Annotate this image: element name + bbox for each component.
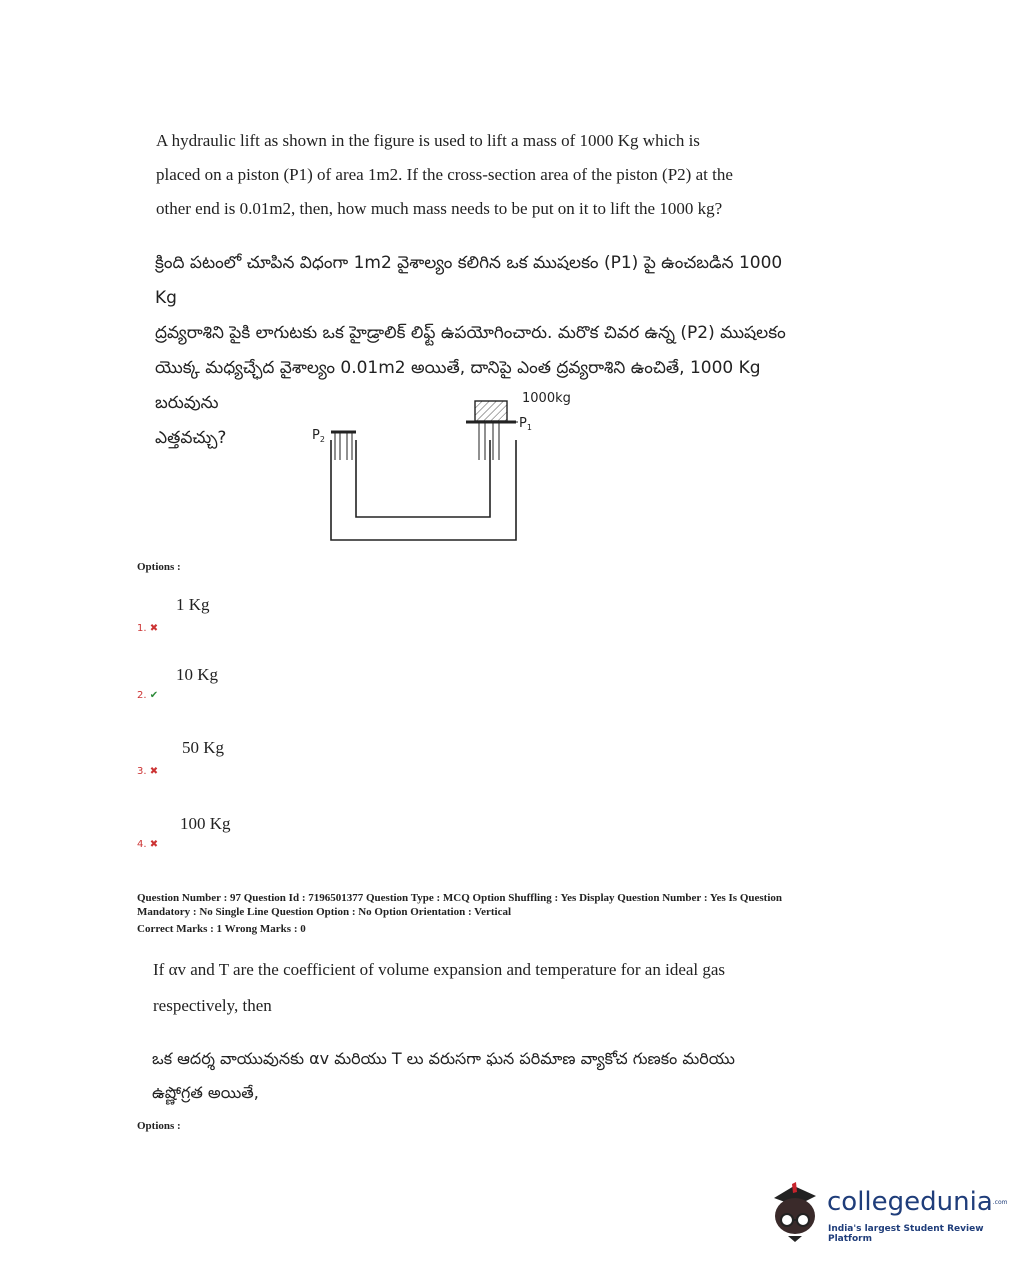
p1-label: $P_1$ [519,416,532,432]
question-line: placed on a piston (P1) of area 1m2. If the cross-section area of the piston (P2) at the [156,165,733,184]
question-line: ఒక ఆదర్శ వాయువునకు αv మరియు T లు వరుసగా ఘన పరిమాణ వ్యాకోచ గుణకం మరియు [152,1049,735,1068]
question-line: ఉష్ణోగ్రత అయితే, [152,1083,259,1102]
option-text-4: 100 Kg [180,814,231,833]
cross-icon: ✖ [149,766,159,777]
option-number-4: 4. ✖ [137,839,159,850]
cross-icon: ✖ [149,623,159,634]
mass-block [475,401,507,421]
options-heading: Options : [137,561,181,573]
logo-wordmark: collegedunia.com [827,1187,1008,1217]
mascot-icon [766,1180,824,1246]
question2-text-english [153,952,813,1024]
option-text-2: 10 Kg [176,665,219,684]
metadata-line: Mandatory : No Single Line Question Option : No Option Orientation : Vertical [137,906,512,918]
metadata-line: Question Number : 97 Question Id : 7196501377 Question Type : MCQ Option Shuffling : Yes Display Question Number : Yes Is Question [137,892,782,904]
u-tube [331,440,516,540]
question-line: respectively, then [153,996,272,1015]
check-icon: ✔ [149,690,159,701]
cross-icon: ✖ [149,839,159,850]
option-number-1: 1. ✖ [137,623,159,634]
question2-text-telugu [152,1042,812,1110]
p2-label: $P_2$ [312,428,325,444]
question-line: యొక్క మధ్యచ్ఛేద వైశాల్యం 0.01m2 అయితే, దానిపై ఎంత ద్రవ్యరాశిని ఉంచితే, 1000 Kg బరువును [155,358,761,413]
question-line: ఎత్తవచ్చు? [155,428,227,448]
option-number-3: 3. ✖ [137,766,159,777]
question-text-english [156,124,796,226]
hydraulic-lift-figure [300,385,600,555]
option-text-3: 50 Kg [182,738,225,757]
question-metadata [137,891,897,936]
question-line: క్రింది పటంలో చూపిన విధంగా 1m2 వైశాల్యం కలిగిన ఒక ముషలకం (P1) పై ఉంచబడిన 1000 Kg [155,253,783,308]
question-line: ద్రవ్యరాశిని పైకి లాగుటకు ఒక హైడ్రాలిక్ లిఫ్ట్ ఉపయోగించారు. మరొక చివర ఉన్న (P2) ముషలకం [155,323,786,343]
question-line: If αv and T are the coefficient of volume expansion and temperature for an ideal gas [153,960,726,979]
mass-label: 1000kg [522,391,571,406]
options-heading-2: Options : [137,1120,181,1132]
option-text-1: 1 Kg [176,595,210,614]
question-line: other end is 0.01m2, then, how much mass needs to be put on it to lift the 1000 kg? [156,199,723,218]
metadata-line: Correct Marks : 1 Wrong Marks : 0 [137,923,306,935]
option-number-2: 2. ✔ [137,690,159,701]
logo-tagline: India's largest Student Review Platform [828,1224,984,1244]
question-line: A hydraulic lift as shown in the figure is used to lift a mass of 1000 Kg which is [156,131,700,150]
